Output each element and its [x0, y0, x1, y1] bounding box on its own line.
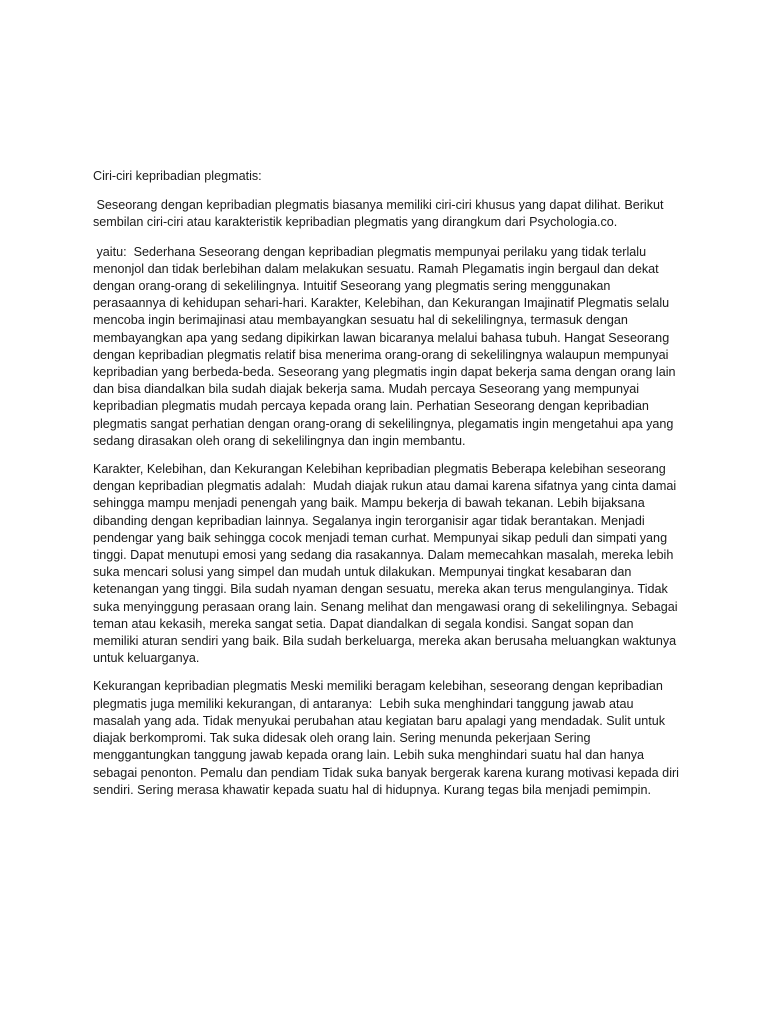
- document-body: [93, 168, 681, 810]
- document-heading: Ciri-ciri kepribadian plegmatis:: [93, 169, 262, 183]
- paragraph-intro: Seseorang dengan kepribadian plegmatis biasanya memiliki ciri-ciri khusus yang dapat dilihat. Berikut sembilan ciri-ciri atau karakteristik kepribadian plegmatis yang dirangkum dari Psychologia.co.: [93, 198, 668, 230]
- paragraph-weaknesses: Kekurangan kepribadian plegmatis Meski memiliki beragam kelebihan, seseorang dengan kepribadian plegmatis juga memiliki kekurangan, di antaranya: Lebih suka menghindari tanggung jawab atau masalah yang ada. Tidak menyukai perubahan atau kegiatan baru apalagi yang mendadak. Sulit untuk diajak berkompromi. Tak suka didesak oleh orang lain. Sering menunda pekerjaan Sering menggantungkan tanggung jawab kepada orang lain. Lebih suka menghindari suatu hal dan hanya sebagai penonton. Pemalu dan pendiam Tidak suka banyak bergerak karena kurang motivasi kepada diri sendiri. Sering merasa khawatir kepada suatu hal di hidupnya. Kurang tegas bila menjadi pemimpin.: [93, 679, 683, 797]
- paragraph-strengths: Karakter, Kelebihan, dan Kekurangan Kelebihan kepribadian plegmatis Beberapa kelebihan seseorang dengan kepribadian plegmatis adalah: Mudah diajak rukun atau damai karena sifatnya yang cinta damai sehingga mampu menjadi penengah yang baik. Mampu bekerja di bawah tekanan. Lebih bijaksana dibanding dengan kepribadian lainnya. Segalanya ingin terorganisir agar tidak berantakan. Menjadi pendengar yang baik sehingga cocok menjadi teman curhat. Mempunyai sikap peduli dan simpati yang tinggi. Dapat menutupi emosi yang sedang dia rasakannya. Dalam memecahkan masalah, mereka lebih suka mencari solusi yang simpel dan mudah untuk dilakukan. Mempunyai tingkat kesabaran dan ketenangan yang tinggi. Bila sudah nyaman dengan sesuatu, mereka akan terus mengulanginya. Tidak suka menyinggung perasaan orang lain. Senang melihat dan mengawasi orang di sekelilingnya. Sebagai teman atau kekasih, mereka sangat setia. Dapat diandalkan di segala kondisi. Sangat sopan dan memiliki aturan sendiri yang baik. Bila sudah berkeluarga, mereka akan berusaha meluangkan waktunya untuk keluarganya.: [93, 462, 682, 666]
- paragraph-characteristics: yaitu: Sederhana Seseorang dengan kepribadian plegmatis mempunyai perilaku yang tidak terlalu menonjol dan tidak berlebihan dalam melakukan sesuatu. Ramah Plegamatis ingin bergaul dan dekat dengan orang-orang di sekelilingnya. Intuitif Seseorang yang plegmatis sering menggunakan perasaannya di kehidupan sehari-hari. Karakter, Kelebihan, dan Kekurangan Imajinatif Plegmatis selalu mencoba ingin berimajinasi atau membayangkan sesuatu hal di sekelilingnya, termasuk dengan membayangkan apa yang sedang dipikirkan lawan bicaranya melalui bahasa tubuh. Hangat Seseorang dengan kepribadian plegmatis relatif bisa menerima orang-orang di sekelilingnya walaupun mempunyai kepribadian yang berbeda-beda. Seseorang yang plegmatis ingin dapat bekerja sama dengan orang lain dan bisa diandalkan bila sudah diajak bekerja sama. Mudah percaya Seseorang yang mempunyai kepribadian plegmatis mudah percaya kepada orang lain. Perhatian Seseorang dengan kepribadian plegmatis sangat perhatian dengan orang-orang di sekelilingnya, plegamatis ingin mengetahui apa yang sedang dirasakan oleh orang di sekelilingnya dan ingin membantu.: [93, 244, 680, 448]
